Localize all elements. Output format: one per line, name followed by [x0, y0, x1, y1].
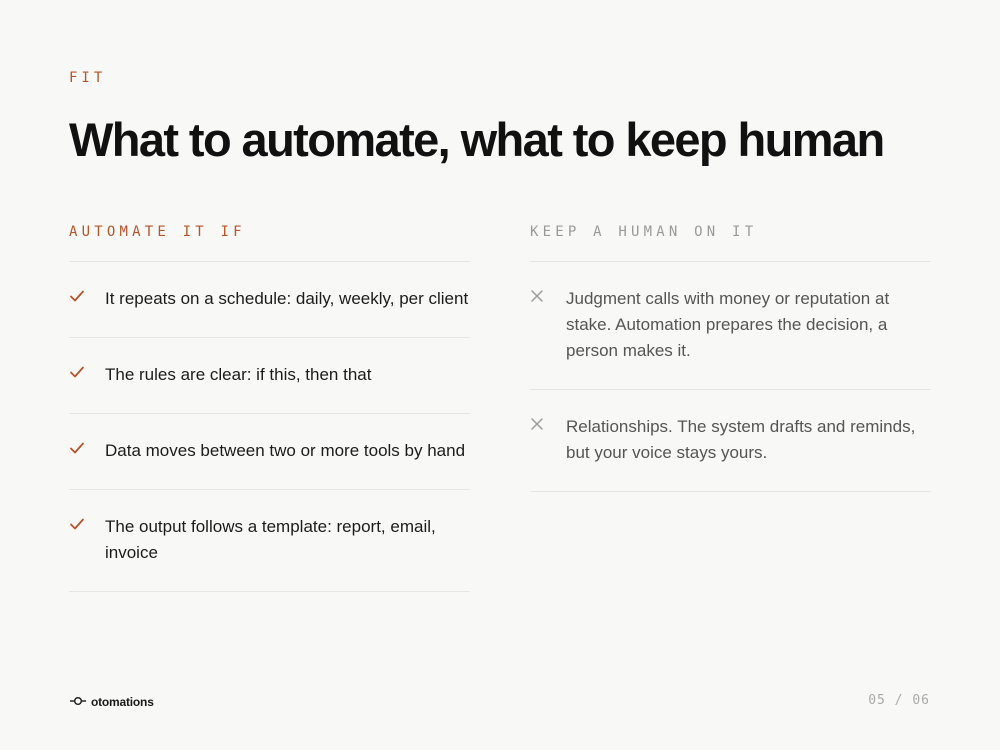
list-item: [530, 262, 931, 390]
check-icon: [69, 362, 105, 379]
list-item-text: Data moves between two or more tools by hand: [105, 441, 466, 460]
x-icon: [530, 286, 566, 303]
logo-mark-icon: [70, 693, 86, 711]
list-item-text: Relationships. The system drafts and reminds, but your voice stays yours.: [566, 417, 916, 462]
eyebrow-label: FIT: [69, 70, 107, 86]
list-item: [530, 390, 931, 492]
page-title: What to automate, what to keep human: [69, 113, 884, 166]
check-icon: [69, 514, 105, 531]
brand-logo: [70, 693, 154, 711]
automate-column: [69, 224, 470, 592]
list-item-text: The rules are clear: if this, then that: [105, 365, 372, 384]
list-item-text: The output follows a template: report, email, invoice: [105, 517, 436, 562]
human-heading: KEEP A HUMAN ON IT: [530, 224, 931, 262]
list-item: [69, 414, 470, 490]
list-item: [69, 338, 470, 414]
list-item-text: Judgment calls with money or reputation at stake. Automation prepares the decision, a person makes it.: [566, 289, 890, 360]
page-number: 05 / 06: [868, 693, 930, 708]
x-icon: [530, 414, 566, 431]
automate-heading: AUTOMATE IT IF: [69, 224, 470, 262]
list-item: [69, 490, 470, 592]
human-column: [530, 224, 931, 492]
logo-text: otomations: [91, 695, 154, 709]
list-item-text: It repeats on a schedule: daily, weekly, per client: [105, 289, 469, 308]
list-item: [69, 262, 470, 338]
check-icon: [69, 438, 105, 455]
check-icon: [69, 286, 105, 303]
